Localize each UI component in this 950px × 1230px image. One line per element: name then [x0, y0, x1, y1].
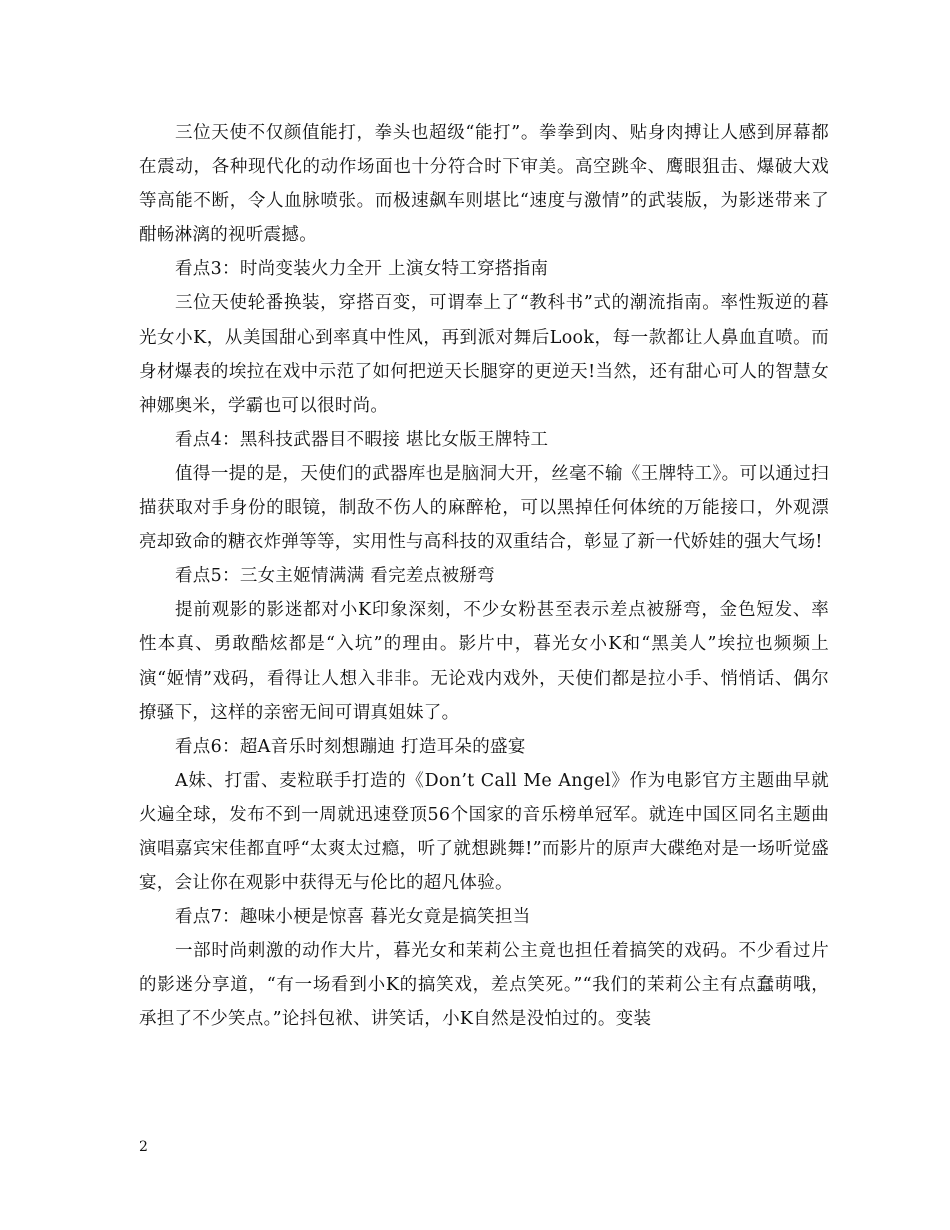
paragraph-weapons: 值得一提的是，天使们的武器库也是脑洞大开，丝毫不输《王牌特工》。可以通过扫描获取对手身份的眼镜，制敌不伤人的麻醉枪，可以黑掉任何体统的万能接口，外观漂亮却致命的糖衣炸弹等等，实用性与高科技的双重结合，彰显了新一代娇娃的强大气场!	[139, 463, 829, 553]
heading-highlight-3: 看点3：时尚变装火力全开 上演女特工穿搭指南	[175, 259, 549, 280]
heading-highlight-7: 看点7：趣味小梗是惊喜 暮光女竟是搞笑担当	[175, 907, 531, 928]
paragraph-fashion: 三位天使轮番换装，穿搭百变，可谓奉上了“教科书”式的潮流指南。率性叛逆的暮光女小K，从美国甜心到率真中性风，再到派对舞后Look，每一款都让人鼻血直喷。而身材爆表的埃拉在戏中示范了如何把逆天长腿穿的更逆天!当然，还有甜心可人的智慧女神娜奥米，学霸也可以很时尚。	[139, 293, 829, 416]
heading-highlight-4: 看点4：黑科技武器目不暇接 堪比女版王牌特工	[175, 429, 549, 450]
paragraph-action-scenes: 三位天使不仅颜值能打，拳头也超级“能打”。拳拳到肉、贴身肉搏让人感到屏幕都在震动，各种现代化的动作场面也十分符合时下审美。高空跳伞、鹰眼狙击、爆破大戏等高能不断，令人血脉喷张。而极速飙车则堪比“速度与激情”的武装版，为影迷带来了酣畅淋漓的视听震撼。	[139, 123, 829, 246]
paragraph-music: A妹、打雷、麦粒联手打造的《Don’t Call Me Angel》作为电影官方主题曲早就火遍全球，发布不到一周就迅速登顶56个国家的音乐榜单冠军。就连中国区同名主题曲演唱嘉宾宋佳都直呼“太爽太过瘾，听了就想跳舞!”而影片的原声大碟绝对是一场听觉盛宴，会让你在观影中获得无与伦比的超凡体验。	[139, 770, 829, 894]
paragraph-leads: 提前观影的影迷都对小K印象深刻，不少女粉甚至表示差点被掰弯，金色短发、率性本真、勇敢酷炫都是“入坑”的理由。影片中，暮光女小K和“黑美人”埃拉也频频上演“姬情”戏码，看得让人想入非非。无论戏内戏外，天使们都是拉小手、悄悄话、偶尔撩骚下，这样的亲密无间可谓真姐妹了。	[139, 600, 829, 723]
heading-highlight-6: 看点6：超A音乐时刻想蹦迪 打造耳朵的盛宴	[175, 736, 526, 757]
paragraph-comedy: 一部时尚刺激的动作大片，暮光女和茉莉公主竟也担任着搞笑的戏码。不少看过片的影迷分享道，“有一场看到小K的搞笑戏，差点笑死。”“我们的茉莉公主有点蠢萌哦，承担了不少笑点。”论抖包袱、讲笑话，小K自然是没怕过的。变装	[139, 941, 829, 1030]
page-content	[139, 116, 829, 1037]
heading-highlight-5: 看点5：三女主姬情满满 看完差点被掰弯	[175, 566, 495, 587]
page-number: 2	[139, 1139, 148, 1155]
